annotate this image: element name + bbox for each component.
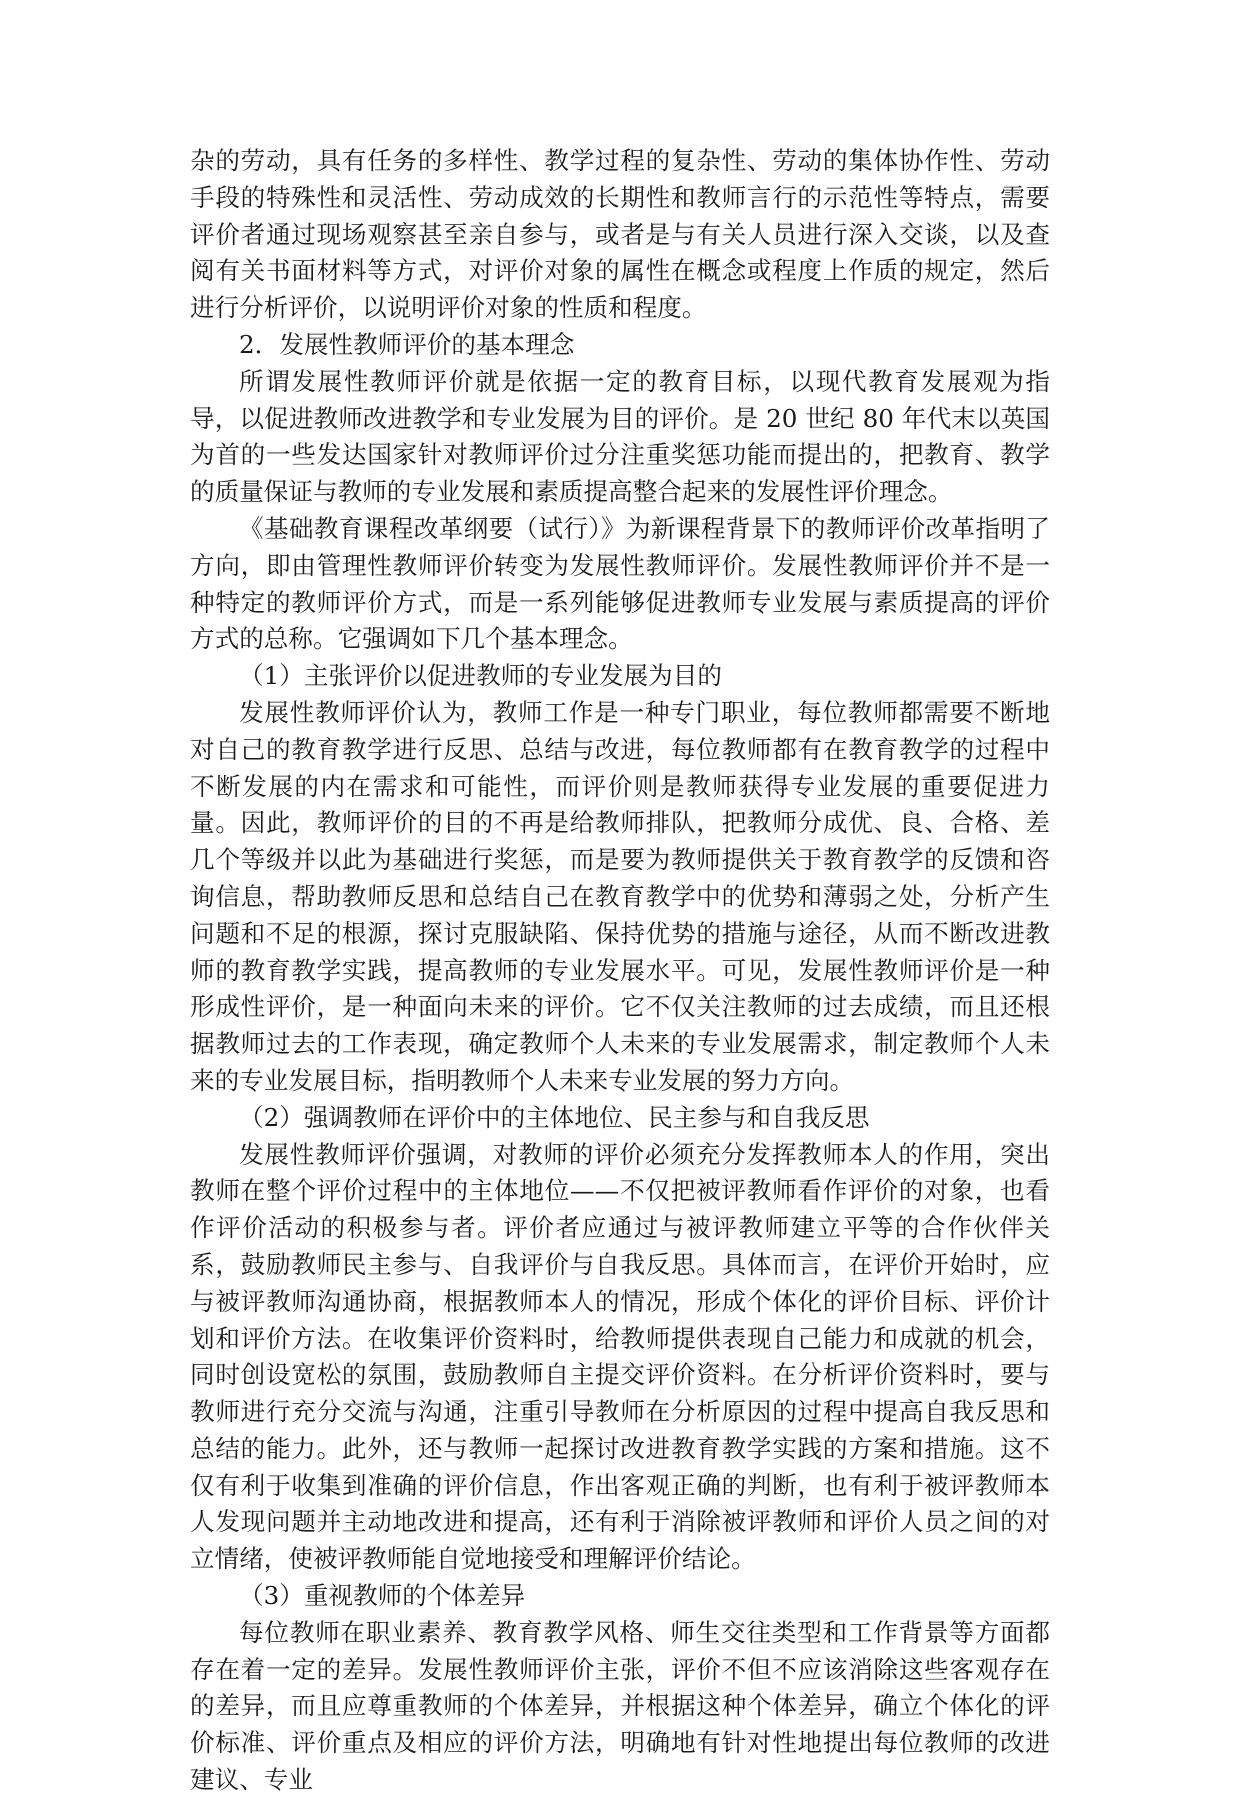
paragraph-curriculum-reform: 《基础教育课程改革纲要（试行）》为新课程背景下的教师评价改革指明了方向，即由管理性教师评价转变为发展性教师评价。发展性教师评价并不是一种特定的教师评价方式，而是一系列能够促进教师专业发展与素质提高的评价方式的总称。它强调如下几个基本理念。 [190,513,1050,654]
paragraph-subject-status: 发展性教师评价强调，对教师的评价必须充分发挥教师本人的作用，突出教师在整个评价过程中的主体地位——不仅把被评教师看作评价的对象，也看作评价活动的积极参与者。评价者应通过与被评教师建立平等的合作伙伴关系，鼓励教师民主参与、自我评价与自我反思。具体而言，在评价开始时，应与被评教师沟通协商，根据教师本人的情况，形成个体化的评价目标、评价计划和评价方法。在收集评价资料时，给教师提供表现自己能力和成就的机会，同时创设宽松的氛围，鼓励教师自主提交评价资料。在分析评价资料时，要与教师进行充分交流与沟通，注重引导教师在分析原因的过程中提高自我反思和总结的能力。此外，还与教师一起探讨改进教育教学实践的方案和措施。这不仅有利于收集到准确的评价信息，作出客观正确的判断，也有利于被评教师本人发现问题并主动地改进和提高，还有利于消除被评教师和评价人员之间的对立情绪，使被评教师能自觉地接受和理解评价结论。 [190,1139,1050,1574]
subheading-1: （1）主张评价以促进教师的专业发展为目的 [239,661,722,691]
subheading-2: （2）强调教师在评价中的主体地位、民主参与和自我反思 [239,1102,870,1132]
paragraph-definition: 所谓发展性教师评价就是依据一定的教育目标，以现代教育发展观为指导，以促进教师改进教学和专业发展为目的评价。是 20 世纪 80 年代末以英国为首的一些发达国家针对教师评价过分注重奖惩功能而提出的，把教育、教学的质量保证与教师的专业发展和素质提高整合起来的发展性评价理念。 [190,366,1050,507]
paragraph-professional-development: 发展性教师评价认为，教师工作是一种专门职业，每位教师都需要不断地对自己的教育教学进行反思、总结与改进，每位教师都有在教育教学的过程中不断发展的内在需求和可能性，而评价则是教师获得专业发展的重要促进力量。因此，教师评价的目的不再是给教师排队，把教师分成优、良、合格、差几个等级并以此为基础进行奖惩，而是要为教师提供关于教育教学的反馈和咨询信息，帮助教师反思和总结自己在教育教学中的优势和薄弱之处，分析产生问题和不足的根源，探讨克服缺陷、保持优势的措施与途径，从而不断改进教师的教育教学实践，提高教师的专业发展水平。可见，发展性教师评价是一种形成性评价，是一种面向未来的评价。它不仅关注教师的过去成绩，而且还根据教师过去的工作表现，确定教师个人未来的专业发展需求，制定教师个人未来的专业发展目标，指明教师个人未来专业发展的努力方向。 [190,697,1050,1095]
paragraph-individual-differences: 每位教师在职业素养、教育教学风格、师生交往类型和工作背景等方面都存在着一定的差异。发展性教师评价主张，评价不但不应该消除这些客观存在的差异，而且应尊重教师的个体差异，并根据这种个体差异，确立个体化的评价标准、评价重点及相应的评价方法，明确地有针对性地提出每位教师的改进建议、专业 [190,1617,1050,1795]
paragraph-continuation: 杂的劳动，具有任务的多样性、教学过程的复杂性、劳动的集体协作性、劳动手段的特殊性和灵活性、劳动成效的长期性和教师言行的示范性等特点，需要评价者通过现场观察甚至亲自参与，或者是与有关人员进行深入交谈，以及查阅有关书面材料等方式，对评价对象的属性在概念或程度上作质的规定，然后进行分析评价，以说明评价对象的性质和程度。 [190,146,1050,323]
subheading-3: （3）重视教师的个体差异 [239,1581,526,1611]
document-page [190,143,1050,1799]
section-heading-developmental-evaluation: 2．发展性教师评价的基本理念 [239,329,575,359]
